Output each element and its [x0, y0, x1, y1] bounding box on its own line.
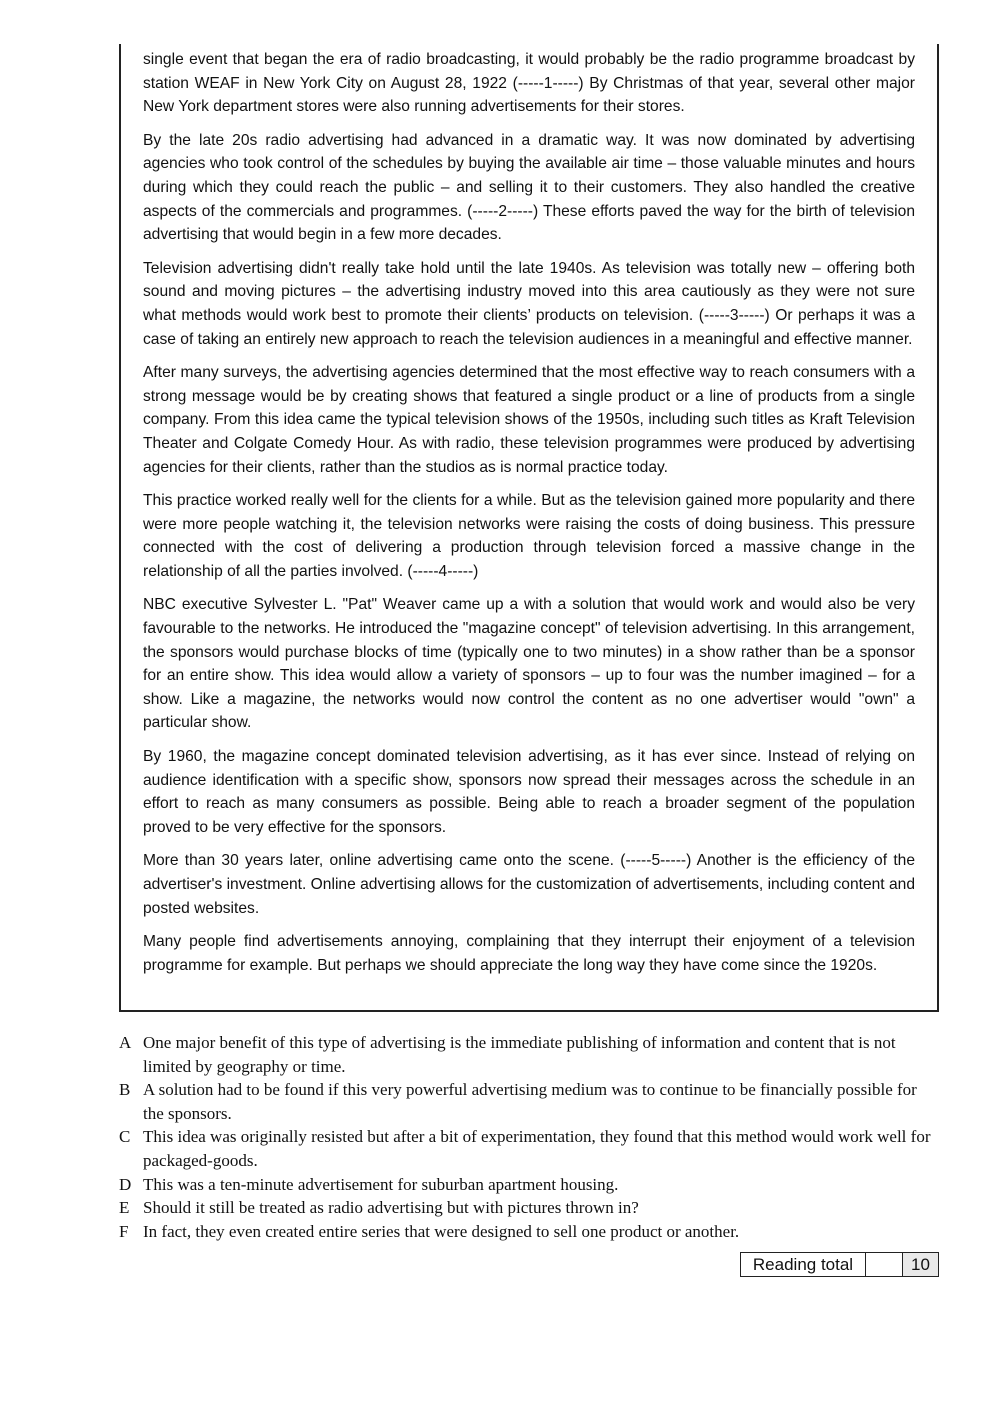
passage-paragraph-9: Many people find advertisements annoying, complaining that they interrupt their enjoyment of a television programme for example. But perhaps we should appreciate the long way they have come since the 1920s.: [143, 933, 915, 974]
option-c: [119, 1125, 941, 1172]
passage-paragraph-6: NBC executive Sylvester L. "Pat" Weaver came up a with a solution that would work and would also be very favourable to the networks. He introduced the "magazine concept" of television advertising. In this arrangement, the sponsors would purchase blocks of time (typically one to two minutes) in a show rather than be a sponsor for an entire show. This idea would allow a variety of sponsors – up to four was the number imagined – for a show. Like a magazine, the networks would now control the content as no one advertiser would "own" a particular show.: [143, 596, 915, 732]
option-text: A solution had to be found if this very powerful advertising medium was to continue to be financially possible for the sponsors.: [143, 1080, 917, 1123]
passage-paragraph-1: single event that began the era of radio broadcasting, it would probably be the radio programme broadcast by station WEAF in New York City on August 28, 1922 (-----1-----) By Christmas of that year, several other major New York department stores were also running advertisements for their stores.: [143, 51, 915, 116]
option-text: Should it still be treated as radio advertising but with pictures thrown in?: [143, 1198, 639, 1218]
option-d: [119, 1173, 941, 1197]
option-letter: E: [119, 1198, 130, 1218]
passage-paragraph-8: More than 30 years later, online advertising came onto the scene. (-----5-----) Another is the efficiency of the advertiser's investment. Online advertising allows for the customization of advertisements, including content and posted websites.: [143, 852, 915, 917]
reading-total-score-field[interactable]: [866, 1252, 902, 1277]
option-a: [119, 1031, 941, 1078]
passage-paragraph-7: By 1960, the magazine concept dominated television advertising, as it has ever since. Instead of relying on audience identification with a specific show, sponsors now spread their messages across the schedule in an effort to reach as many consumers as possible. Being able to reach a broader segment of the population proved to be very effective for the sponsors.: [143, 748, 915, 836]
option-letter: D: [119, 1174, 132, 1194]
reading-total-label: Reading total: [740, 1252, 866, 1277]
passage-paragraph-2: By the late 20s radio advertising had advanced in a dramatic way. It was now dominated by advertising agencies who took control of the schedules by buying the available air time – those valuable minutes and hours during which they could reach the public – and selling it to their customers. They also handled the creative aspects of the commercials and programmes. (-----2-----) These efforts paved the way for the birth of television advertising that would begin in a few more decades.: [143, 131, 915, 244]
option-f: [119, 1220, 941, 1244]
option-letter: B: [119, 1080, 131, 1100]
option-letter: F: [119, 1221, 129, 1241]
option-e: [119, 1196, 941, 1220]
answer-options: [119, 1031, 941, 1243]
option-text: One major benefit of this type of advertising is the immediate publishing of information and content that is not limited by geography or time.: [143, 1033, 896, 1076]
option-letter: A: [119, 1033, 132, 1052]
passage-paragraph-4: After many surveys, the advertising agencies determined that the most effective way to reach consumers with a strong message would be by creating shows that featured a single product or a line of products from a single company. From this idea came the typical television shows of the 1950s, including such titles as Kraft Television Theater and Colgate Comedy Hour. As with radio, these television programmes were produced by advertising agencies for their clients, rather than the studios as is normal practice today.: [143, 364, 915, 476]
option-b: [119, 1078, 941, 1125]
option-letter: C: [119, 1127, 131, 1147]
passage-paragraph-3: Television advertising didn't really take hold until the late 1940s. As television was totally new – offering both sound and moving pictures – the advertising industry moved into this area cautiously as they were not sure what methods would work best to promote their clients’ products on television. (-----3-----) Or perhaps it was a case of taking an entirely new approach to reach the television audiences in a meaningful and effective manner.: [143, 259, 915, 348]
option-text: In fact, they even created entire series that were designed to sell one product or another.: [143, 1221, 740, 1241]
reading-total-max: 10: [902, 1252, 939, 1277]
passage-paragraph-5: This practice worked really well for the clients for a while. But as the television gained more popularity and there were more people watching it, the television networks were raising the costs of doing business. This pressure connected with the cost of delivering a production through television forced a massive change in the relationship of all the parties involved. (-----4-----): [143, 492, 915, 580]
reading-total-box: [740, 1252, 939, 1277]
option-text: This idea was originally resisted but after a bit of experimentation, they found that this method would work well for packaged-goods.: [143, 1127, 931, 1170]
reading-passage: [119, 44, 939, 1012]
option-text: This was a ten-minute advertisement for suburban apartment housing.: [143, 1174, 619, 1194]
